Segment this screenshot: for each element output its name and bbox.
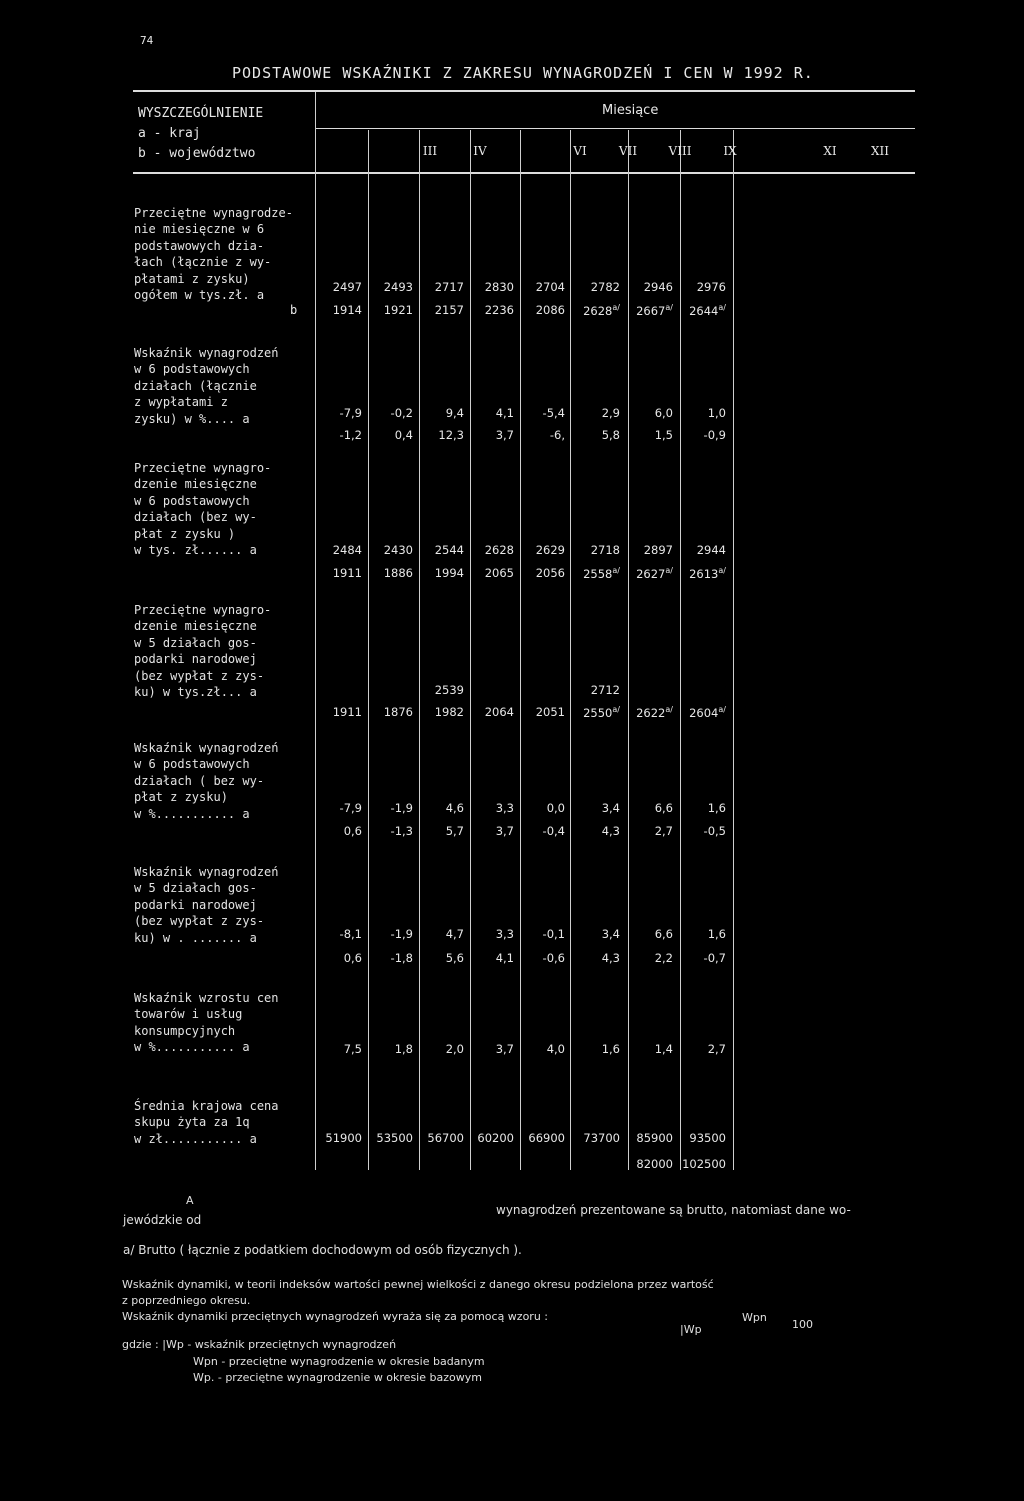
table-cell: 4,3	[601, 824, 620, 838]
table-cell: $2558^{a/}$	[583, 566, 620, 581]
table-cell: 2,9	[601, 406, 620, 420]
row-label	[134, 345, 314, 427]
table-cell: 2782	[590, 280, 620, 294]
table-cell: 51900	[325, 1131, 362, 1145]
table-cell: 2064	[484, 705, 514, 719]
table-cell: 93500	[689, 1131, 726, 1145]
table-cell: $2622^{a/}$	[636, 705, 673, 720]
table-cell: 1921	[383, 303, 413, 317]
top-rule	[133, 90, 915, 92]
table-cell: 2944	[696, 543, 726, 557]
table-cell: 3,3	[495, 927, 514, 941]
row-label-line: łach (łącznie z wy-	[134, 255, 272, 270]
table-cell: 3,4	[601, 801, 620, 815]
table-cell: 2830	[484, 280, 514, 294]
table-cell: 2628	[484, 543, 514, 557]
table-cell: 12,3	[438, 428, 464, 442]
table-cell: -1,2	[339, 428, 362, 442]
table-cell: 2629	[535, 543, 565, 557]
table-cell: 4,7	[445, 927, 464, 941]
row-label-line: w 5 działach gos-	[134, 881, 257, 896]
months-rule	[315, 128, 915, 129]
row-label-line: Wskaźnik wynagrodzeń	[134, 865, 279, 879]
table-cell: 3,7	[495, 428, 514, 442]
row-label-line: Wskaźnik wynagrodzeń	[134, 741, 279, 755]
row-label-line: płatami z zysku)	[134, 271, 250, 286]
header-line: b - województwo	[138, 146, 256, 161]
table-cell: 2157	[434, 303, 464, 317]
table-cell: 2086	[535, 303, 565, 317]
table-cell: 1994	[434, 566, 464, 580]
row-label-line: w %........... a	[134, 1040, 250, 1055]
footnote-mark: A	[186, 1194, 194, 1207]
row-label	[134, 460, 314, 558]
row-label-line: w 6 podstawowych	[134, 757, 250, 772]
table-cell: 4,1	[495, 951, 514, 965]
table-cell: $2627^{a/}$	[636, 566, 673, 581]
table-cell: 2430	[383, 543, 413, 557]
column-line	[733, 130, 734, 1170]
row-label-line: Wskaźnik wzrostu cen	[134, 991, 279, 1005]
table-cell: 0,4	[394, 428, 413, 442]
header-bottom-rule	[133, 172, 915, 174]
row-label-line: płat z zysku )	[134, 526, 236, 541]
table-cell: 66900	[528, 1131, 565, 1145]
table-cell: -1,9	[390, 927, 413, 941]
row-label-line: płat z zysku)	[134, 790, 228, 805]
row-label-line: (bez wypłat z zys-	[134, 668, 265, 683]
row-label-line: Przeciętne wynagrodze-	[134, 206, 293, 220]
row-label-line: w 6 podstawowych	[134, 362, 250, 377]
footnote-line: wynagrodzeń prezentowane są brutto, natomiast dane wo-	[496, 1203, 851, 1217]
table-cell: 2946	[643, 280, 673, 294]
footnote-line: Wskaźnik dynamiki, w teorii indeksów wartości pewnej wielkości z danego okresu podzielona przez wartość	[122, 1278, 714, 1291]
row-label-line: zysku) w %.... a	[134, 411, 250, 426]
row-label-line: nie miesięczne w 6	[134, 222, 265, 237]
table-cell: 2,0	[445, 1042, 464, 1056]
table-cell: 2544	[434, 543, 464, 557]
table-cell: 3,4	[601, 927, 620, 941]
table-cell: -0,2	[390, 406, 413, 420]
table-cell: $2550^{a/}$	[583, 705, 620, 720]
table-cell: 2718	[590, 543, 620, 557]
table-cell: -5,4	[542, 406, 565, 420]
header-line: a - kraj	[138, 126, 201, 141]
footnote-line: Wpn - przeciętne wynagrodzenie w okresie badanym	[193, 1355, 485, 1368]
table-cell: 1,6	[707, 801, 726, 815]
table-cell: 1,8	[394, 1042, 413, 1056]
month-header: VII	[618, 144, 638, 158]
table-cell: 6,0	[654, 406, 673, 420]
footnote-line: Wskaźnik dynamiki przeciętnych wynagrodzeń wyraża się za pomocą wzoru :	[122, 1310, 549, 1323]
months-title: Miesiące	[602, 103, 659, 118]
table-cell: 4,1	[495, 406, 514, 420]
row-label-line: dzenie miesięczne	[134, 619, 257, 634]
row-label-line: działach (bez wy-	[134, 510, 257, 525]
table-cell: 3,3	[495, 801, 514, 815]
table-cell: 9,4	[445, 406, 464, 420]
formula-part: |Wp	[680, 1323, 702, 1336]
row-label-line: towarów i usług	[134, 1007, 243, 1022]
table-cell: 2236	[484, 303, 514, 317]
table-cell: -0,4	[542, 824, 565, 838]
table-cell: 2717	[434, 280, 464, 294]
table-cell: $2644^{a/}$	[689, 303, 726, 318]
row-label-line: podarki narodowej	[134, 897, 257, 912]
table-cell: 1886	[383, 566, 413, 580]
table-cell: 2051	[535, 705, 565, 719]
footnote-line: Wp. - przeciętne wynagrodzenie w okresie bazowym	[193, 1371, 482, 1384]
table-cell: 1911	[332, 566, 362, 580]
row-label-line: konsumpcyjnych	[134, 1023, 236, 1038]
table-cell: 1,4	[654, 1042, 673, 1056]
row-label-line: ku) w . ....... a	[134, 930, 257, 945]
month-header: VI	[573, 144, 587, 158]
table-cell: 4,3	[601, 951, 620, 965]
table-cell: $2667^{a/}$	[636, 303, 673, 318]
table-cell: 2712	[590, 683, 620, 697]
table-cell: -1,8	[390, 951, 413, 965]
row-label-line: Wskaźnik wynagrodzeń	[134, 346, 279, 360]
table-cell: 7,5	[343, 1042, 362, 1056]
row-label-line: dzenie miesięczne	[134, 477, 257, 492]
table-cell: $2628^{a/}$	[583, 303, 620, 318]
table-cell: $2613^{a/}$	[689, 566, 726, 581]
row-label-line: w tys. zł...... a	[134, 543, 257, 558]
table-cell: 6,6	[654, 927, 673, 941]
formula-part: 100	[792, 1318, 813, 1331]
footnote-line: jewódzkie od	[123, 1213, 202, 1227]
table-cell: 2056	[535, 566, 565, 580]
row-label-line: ogółem w tys.zł. a	[134, 288, 265, 303]
row-label-line: w 5 działach gos-	[134, 635, 257, 650]
table-cell: 56700	[427, 1131, 464, 1145]
table-cell: 1876	[383, 705, 413, 719]
table-cell: 0,6	[343, 824, 362, 838]
row-label	[134, 990, 314, 1056]
table-cell: -0,6	[542, 951, 565, 965]
month-header: IV	[473, 144, 487, 158]
table-cell: -6,	[549, 428, 565, 442]
table-cell: 60200	[477, 1131, 514, 1145]
month-header: VIII	[668, 144, 692, 158]
row-label-line: Średnia krajowa cena	[134, 1099, 279, 1113]
row-label	[134, 205, 314, 303]
table-cell: 1911	[332, 705, 362, 719]
column-line	[315, 92, 316, 1170]
table-cell: -0,1	[542, 927, 565, 941]
table-cell: 2704	[535, 280, 565, 294]
table-cell: 5,7	[445, 824, 464, 838]
row-label-line: w 6 podstawowych	[134, 493, 250, 508]
table-cell: 2497	[332, 280, 362, 294]
table-cell: -0,5	[703, 824, 726, 838]
table-cell: 3,7	[495, 824, 514, 838]
row-label-line: działach (łącznie	[134, 378, 257, 393]
table-cell: 2493	[383, 280, 413, 294]
table-cell: 1,6	[707, 927, 726, 941]
table-cell: 6,6	[654, 801, 673, 815]
table-cell: 1982	[434, 705, 464, 719]
row-label-line: ku) w tys.zł... a	[134, 685, 257, 700]
page-number: 74	[140, 34, 154, 47]
table-cell: -1,3	[390, 824, 413, 838]
table-cell: 2897	[643, 543, 673, 557]
row-label	[134, 1098, 314, 1147]
page-title: PODSTAWOWE WSKAŹNIKI Z ZAKRESU WYNAGRODZEŃ I CEN W 1992 R.	[232, 64, 814, 82]
table-cell: -7,9	[339, 801, 362, 815]
table-cell: 2539	[434, 683, 464, 697]
table-cell: 1,6	[601, 1042, 620, 1056]
table-cell: -0,9	[703, 428, 726, 442]
table-cell: 5,6	[445, 951, 464, 965]
table-cell: 0,0	[546, 801, 565, 815]
row-label-line: z wypłatami z	[134, 395, 228, 410]
table-cell: -7,9	[339, 406, 362, 420]
table-cell: -8,1	[339, 927, 362, 941]
table-cell: 4,6	[445, 801, 464, 815]
row-label-line: skupu żyta za 1q	[134, 1115, 250, 1130]
table-cell: 5,8	[601, 428, 620, 442]
month-header: XI	[823, 144, 837, 158]
table-cell: 1,0	[707, 406, 726, 420]
table-cell: 82000	[636, 1157, 673, 1171]
table-cell: 2065	[484, 566, 514, 580]
header-line: WYSZCZEGÓLNIENIE	[138, 106, 264, 121]
row-label-line: (bez wypłat z zys-	[134, 914, 265, 929]
table-cell: 85900	[636, 1131, 673, 1145]
row-label-line: w %........... a	[134, 806, 250, 821]
table-cell: 2,7	[707, 1042, 726, 1056]
row-label-line: Przeciętne wynagro-	[134, 461, 272, 475]
row-label-line: działach ( bez wy-	[134, 773, 265, 788]
table-cell: 4,0	[546, 1042, 565, 1056]
row-label-line: podstawowych dzia-	[134, 238, 265, 253]
row-tag: b	[290, 303, 298, 317]
row-label-line: Przeciętne wynagro-	[134, 603, 272, 617]
table-cell: -0,7	[703, 951, 726, 965]
row-label-line: w zł........... a	[134, 1131, 257, 1146]
table-cell: 102500	[682, 1157, 726, 1171]
table-cell: 1,5	[654, 428, 673, 442]
table-cell: 53500	[376, 1131, 413, 1145]
header-description	[138, 104, 263, 164]
month-header: IX	[723, 144, 737, 158]
table-cell: 1914	[332, 303, 362, 317]
formula-part: Wpn	[742, 1311, 767, 1324]
row-label	[134, 740, 314, 822]
footnote-line: z poprzedniego okresu.	[122, 1294, 251, 1307]
table-cell: -1,9	[390, 801, 413, 815]
footnote-line: a/ Brutto ( łącznie z podatkiem dochodowym od osób fizycznych ).	[123, 1243, 522, 1257]
row-label	[134, 864, 314, 946]
row-label-line: podarki narodowej	[134, 652, 257, 667]
table-cell: 73700	[583, 1131, 620, 1145]
table-cell: 2976	[696, 280, 726, 294]
month-header: XII	[870, 144, 890, 158]
table-cell: 0,6	[343, 951, 362, 965]
month-header: III	[422, 144, 438, 158]
row-label	[134, 602, 314, 700]
footnote-line: gdzie : |Wp - wskaźnik przeciętnych wynagrodzeń	[122, 1338, 397, 1351]
table-cell: $2604^{a/}$	[689, 705, 726, 720]
table-cell: 2484	[332, 543, 362, 557]
table-cell: 2,7	[654, 824, 673, 838]
table-cell: 2,2	[654, 951, 673, 965]
table-cell: 3,7	[495, 1042, 514, 1056]
